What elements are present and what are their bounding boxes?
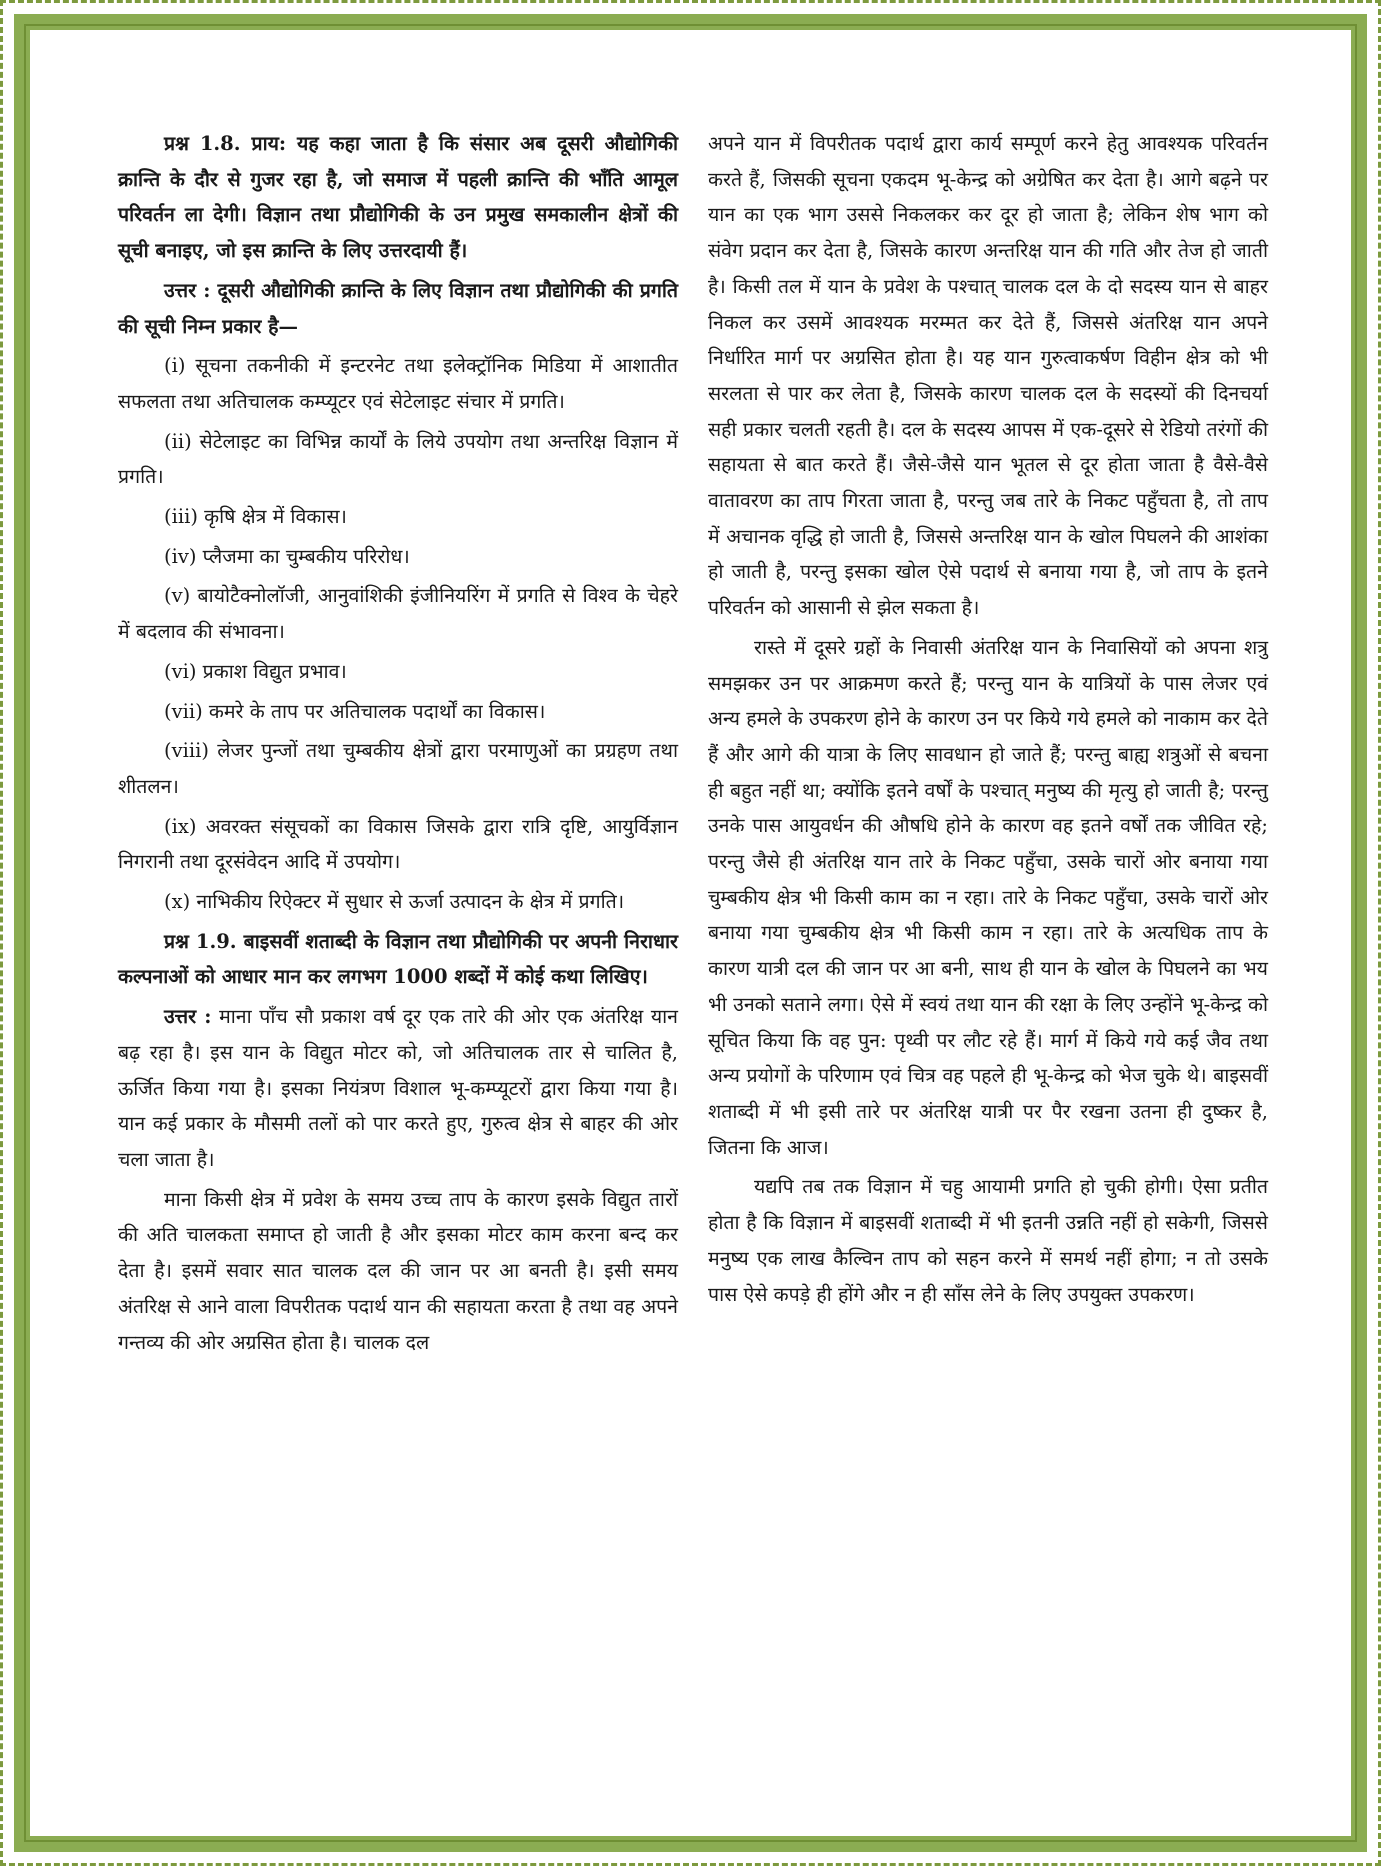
answer-item-6: (vi) प्रकाश विद्युत प्रभाव। [164, 659, 347, 683]
answer-item-8: (viii) लेजर पुन्जों तथा चुम्बकीय क्षेत्रों द्वारा परमाणुओं का प्रग्रहण तथा शीतलन। [118, 739, 678, 798]
answer-1-9-paragraph-1 [118, 999, 678, 1178]
answer-item-7: (vii) कमरे के ताप पर अतिचालक पदार्थों का विकास। [164, 699, 546, 723]
right-column [708, 126, 1268, 1766]
answer-1-9-paragraph-2: माना किसी क्षेत्र में प्रवेश के समय उच्च ताप के कारण इसके विद्युत तारों की अति चालकता समाप्त हो जाती है और इसका मोटर काम करना बन्द कर देता है। इसमें सवार सात चालक दल की जान पर आ बनती है। इसी समय अंतरिक्ष से आने वाला विपरीतक पदार्थ यान की सहायता करता है तथा वह अपने गन्तव्य की ओर अग्रसित होता है। चालक दल [118, 1187, 678, 1354]
question-1-8: प्रश्न 1.8. प्राय: यह कहा जाता है कि संसार अब दूसरी औद्योगिकी क्रान्ति के दौर से गुजर रहा है, जो समाज में पहली क्रान्ति की भाँति आमूल परिवर्तन ला देगी। विज्ञान तथा प्रौद्योगिकी के उन प्रमुख समकालीन क्षेत्रों की सूची बनाइए, जो इस क्रान्ति के लिए उत्तरदायी हैं। [118, 132, 678, 263]
answer-item-1: (i) सूचना तकनीकी में इन्टरनेट तथा इलेक्ट्रॉनिक मिडिया में आशातीत सफलता तथा अतिचालक कम्प्यूटर एवं सेटेलाइट संचार में प्रगति। [118, 354, 678, 413]
answer-label: उत्तर : [164, 1005, 212, 1029]
answer-item-4: (iv) प्लैजमा का चुम्बकीय परिरोध। [164, 544, 410, 568]
question-1-9: प्रश्न 1.9. बाइसवीं शताब्दी के विज्ञान तथा प्रौद्योगिकी पर अपनी निराधार कल्पनाओं को आधार मान कर लगभग 1000 शब्दों में कोई कथा लिखिए। [118, 929, 678, 989]
left-column [118, 126, 678, 1766]
answer-item-3: (iii) कृषि क्षेत्र में विकास। [164, 505, 347, 529]
story-paragraph-aliens: रास्ते में दूसरे ग्रहों के निवासी अंतरिक्ष यान के निवासियों को अपना शत्रु समझकर उन पर आक्रमण करते हैं; परन्तु यान के यात्रियों के पास लेजर एवं अन्य हमले के उपकरण होने के कारण उन पर किये गये हमले को नाकाम कर देते हैं और आगे की यात्रा के लिए सावधान हो जाते हैं; परन्तु बाह्य शत्रुओं से बचना ही बहुत नहीं था; क्योंकि इतने वर्षों के पश्चात् मनुष्य की मृत्यु हो जाती है; परन्तु उनके पास आयुवर्धन की औषधि होने के कारण वह इतने वर्षों तक जीवित रहे; परन्तु जैसे ही अंतरिक्ष यान तारे के निकट पहुँचा, उसके चारों ओर बनाया गया चुम्बकीय क्षेत्र भी किसी काम का न रहा। तारे के निकट पहुँचा, उसके चारों ओर बनाया गया चुम्बकीय क्षेत्र भी किसी काम न रहा। तारे के अत्यधिक ताप के कारण यात्री दल की जान पर आ बनी, साथ ही यान के खोल के पिघलने का भय भी उनको सताने लगा। ऐसे में स्वयं तथा यान की रक्षा के लिए उन्होंने भू-केन्द्र को सूचित किया कि वह पुन: पृथ्वी पर लौट रहे हैं। मार्ग में किये गये कई जैव तथा अन्य प्रयोगों के परिणाम एवं चित्र वह पहले ही भू-केन्द्र को भेज चुके थे। बाइसवीं शताब्दी में भी इसी तारे पर अंतरिक्ष यात्री पर पैर रखना उतना ही दुष्कर है, जितना कि आज। [708, 635, 1268, 1159]
answer-item-5: (v) बायोटैक्नोलॉजी, आनुवांशिकी इंजीनियरिंग में प्रगति से विश्व के चेहरे में बदलाव की संभावना। [118, 584, 678, 644]
story-paragraph-conclusion: यद्यपि तब तक विज्ञान में चहु आयामी प्रगति हो चुकी होगी। ऐसा प्रतीत होता है कि विज्ञान में बाइसवीं शताब्दी में भी इतनी उन्नति नहीं हो सकेगी, जिससे मनुष्य एक लाख कैल्विन ताप को सहन करने में समर्थ नहीं होगा; न तो उसके पास ऐसे कपड़े ही होंगे और न ही साँस लेने के लिए उपयुक्त उपकरण। [708, 1175, 1268, 1306]
answer-1-8-intro: उत्तर : दूसरी औद्योगिकी क्रान्ति के लिए विज्ञान तथा प्रौद्योगिकी की प्रगति की सूची निम्न प्रकार है— [118, 278, 678, 338]
page-content [118, 126, 1268, 1766]
answer-item-2: (ii) सेटेलाइट का विभिन्न कार्यों के लिये उपयोग तथा अन्तरिक्ष विज्ञान में प्रगति। [118, 429, 678, 489]
answer-item-9: (ix) अवरक्त संसूचकों का विकास जिसके द्वारा रात्रि दृष्टि, आयुर्विज्ञान निगरानी तथा दूरसंवेदन आदि में उपयोग। [118, 814, 678, 874]
answer-1-9-text: माना पाँच सौ प्रकाश वर्ष दूर एक तारे की ओर एक अंतरिक्ष यान बढ़ रहा है। इस यान के विद्युत मोटर को, जो अतिचालक तार से चालित है, ऊर्जित किया गया है। इसका नियंत्रण विशाल भू-कम्प्यूटरों द्वारा किया गया है। यान कई प्रकार के मौसमी तलों को पार करते हुए, गुरुत्व क्षेत्र से बाहर की ओर चला जाता है। [118, 1005, 679, 1171]
answer-item-10: (x) नाभिकीय रिऐक्टर में सुधार से ऊर्जा उत्पादन के क्षेत्र में प्रगति। [164, 890, 625, 914]
story-paragraph-continued: अपने यान में विपरीतक पदार्थ द्वारा कार्य सम्पूर्ण करने हेतु आवश्यक परिवर्तन करते हैं, जिसकी सूचना एकदम भू-केन्द्र को अग्रेषित कर देता है। आगे बढ़ने पर यान का एक भाग उससे निकलकर कर दूर हो जाता है; लेकिन शेष भाग को संवेग प्रदान कर देता है, जिसके कारण अन्तरिक्ष यान की गति और तेज हो जाती है। किसी तल में यान के प्रवेश के पश्चात् चालक दल के दो सदस्य यान से बाहर निकल कर उसमें आवश्यक मरम्मत कर देते हैं, जिससे अंतरिक्ष यान अपने निर्धारित मार्ग पर अग्रसित होता है। यह यान गुरुत्वाकर्षण विहीन क्षेत्र को भी सरलता से पार कर लेता है, जिसके कारण चालक दल के सदस्यों की दिनचर्या सही प्रकार चलती रहती है। दल के सदस्य आपस में एक-दूसरे से रेडियो तरंगों की सहायता से बात करते हैं। जैसे-जैसे यान भूतल से दूर होता जाता है वैसे-वैसे वातावरण का ताप गिरता जाता है, परन्तु जब तारे के निकट पहुँचता है, तो ताप में अचानक वृद्धि हो जाती है, जिससे अन्तरिक्ष यान के खोल पिघलने की आशंका हो जाती है, परन्तु इसका खोल ऐसे पदार्थ से बनाया गया है, जो ताप के इतने परिवर्तन को आसानी से झेल सकता है। [708, 132, 1268, 620]
